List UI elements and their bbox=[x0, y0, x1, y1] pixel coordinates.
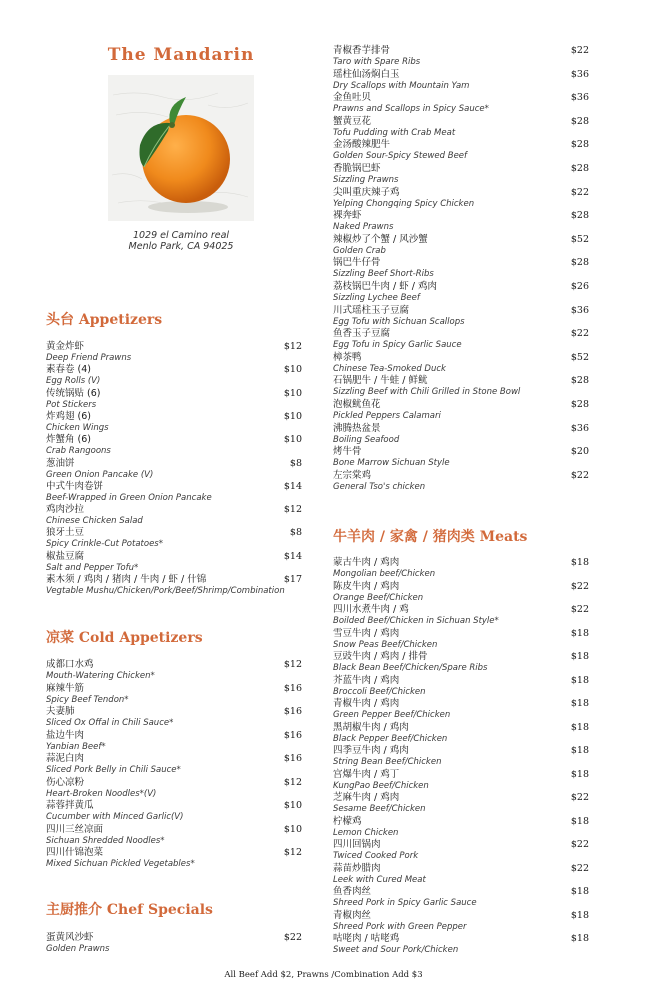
menu-item-name-zh: 蛋黄风沙虾 bbox=[46, 932, 94, 943]
brand-title: The Mandarin bbox=[107, 45, 255, 65]
menu-item bbox=[333, 557, 589, 581]
address-line-1: 1029 el Camino real bbox=[132, 230, 230, 241]
menu-item-name-en: KungPao Beef/Chicken bbox=[333, 780, 429, 791]
menu-item-price: $36 bbox=[570, 422, 589, 434]
menu-item bbox=[46, 753, 302, 777]
address-line-2: Menlo Park, CA 94025 bbox=[128, 241, 234, 252]
menu-item-name-en: Spicy Beef Tendon* bbox=[46, 694, 129, 705]
menu-item-name-zh: 芝麻牛肉 / 鸡肉 bbox=[333, 792, 400, 803]
menu-item-name-en: Naked Prawns bbox=[333, 222, 394, 233]
menu-item bbox=[333, 839, 589, 863]
menu-item-name-en: Sliced Ox Offal in Chili Sauce* bbox=[46, 718, 174, 728]
menu-item-name-en: Sizzling Prawns bbox=[333, 175, 399, 185]
menu-item-price: $16 bbox=[283, 706, 302, 717]
menu-item bbox=[333, 628, 589, 652]
menu-item-price: $18 bbox=[570, 557, 589, 568]
menu-item bbox=[333, 234, 589, 258]
menu-item-name-zh: 麻辣牛筋 bbox=[46, 682, 85, 694]
menu-item-price: $22 bbox=[570, 580, 589, 592]
menu-item-price: $18 bbox=[570, 698, 589, 709]
menu-item-price: $28 bbox=[570, 399, 589, 410]
menu-item-name-zh: 四川回锅肉 bbox=[333, 839, 381, 850]
menu-item-name-zh: 雪豆牛肉 / 鸡肉 bbox=[333, 627, 400, 639]
menu-item-name-zh: 金鱼吐贝 bbox=[333, 92, 372, 104]
menu-item-name-zh: 伤心凉粉 bbox=[46, 776, 85, 788]
menu-item bbox=[333, 163, 589, 187]
menu-item-name-en: Broccoli Beef/Chicken bbox=[333, 686, 426, 697]
menu-item bbox=[46, 504, 302, 528]
menu-item-price: $12 bbox=[283, 776, 302, 788]
menu-item-price: $10 bbox=[283, 800, 302, 811]
menu-item-name-en: Orange Beef/Chicken bbox=[333, 592, 424, 603]
menu-item-name-zh: 宫爆牛肉 / 鸡丁 bbox=[333, 768, 400, 780]
menu-item bbox=[333, 792, 589, 816]
menu-item-name-en: Vegtable Mushu/Chicken/Pork/Beef/Shrimp/Combination bbox=[46, 586, 285, 596]
menu-item-price: $12 bbox=[283, 504, 302, 516]
menu-item-name-zh: 炸蟹角 (6) bbox=[46, 434, 91, 446]
menu-item-price: $28 bbox=[570, 257, 589, 269]
menu-item bbox=[333, 446, 589, 470]
menu-item bbox=[46, 574, 302, 598]
menu-item-price: $22 bbox=[570, 45, 589, 56]
menu-item bbox=[333, 375, 589, 399]
menu-item-name-zh: 石锅肥牛 / 牛蛙 / 鲜鱿 bbox=[333, 375, 428, 387]
menu-item-name-zh: 四川三丝凉面 bbox=[46, 823, 104, 835]
menu-item-name-en: Beef-Wrapped in Green Onion Pancake bbox=[46, 492, 212, 503]
menu-item bbox=[333, 305, 589, 329]
mandarin-logo-image bbox=[108, 75, 254, 221]
menu-item-name-en: Chinese Chicken Salad bbox=[46, 516, 143, 527]
menu-item-price: $22 bbox=[570, 604, 589, 615]
menu-item-name-en: Mongolian beef/Chicken bbox=[333, 569, 436, 579]
menu-item-name-zh: 鸡肉沙拉 bbox=[46, 504, 85, 516]
menu-item-name-en: Dry Scallops with Mountain Yam bbox=[333, 80, 470, 91]
menu-item bbox=[333, 399, 589, 423]
menu-item-name-zh: 辣椒炒了个蟹 / 风沙蟹 bbox=[333, 233, 428, 245]
menu-item-name-en: Mouth-Watering Chicken* bbox=[46, 671, 155, 681]
menu-item-name-zh: 蟹黄豆花 bbox=[333, 115, 372, 127]
menu-item-name-en: Pot Stickers bbox=[46, 399, 97, 410]
menu-item bbox=[46, 388, 302, 412]
menu-item-price: $28 bbox=[570, 210, 589, 222]
menu-item-name-en: Prawns and Scallops in Spicy Sauce* bbox=[333, 104, 489, 115]
menu-item-price: $28 bbox=[570, 375, 589, 387]
menu-item-name-zh: 素春卷 (4) bbox=[46, 364, 91, 376]
menu-item-name-zh: 青椒牛肉 / 鸡肉 bbox=[333, 698, 400, 709]
menu-item-price: $22 bbox=[570, 792, 589, 803]
menu-item-name-en: String Bean Beef/Chicken bbox=[333, 757, 442, 767]
menu-item bbox=[46, 659, 302, 683]
menu-item bbox=[333, 910, 589, 934]
menu-item bbox=[333, 651, 589, 675]
menu-item bbox=[333, 581, 589, 605]
menu-item-name-en: Sichuan Shredded Noodles* bbox=[46, 835, 165, 846]
menu-item-price: $12 bbox=[283, 847, 302, 858]
menu-item bbox=[46, 777, 302, 801]
menu-item bbox=[46, 932, 302, 956]
menu-item-price: $18 bbox=[570, 909, 589, 921]
address bbox=[98, 230, 264, 252]
menu-item-name-en: Cucumber with Minced Garlic(V) bbox=[46, 812, 184, 822]
menu-item-name-zh: 芥蓝牛肉 / 鸡肉 bbox=[333, 674, 400, 686]
menu-item-price: $26 bbox=[570, 281, 589, 292]
menu-item-name-en: Egg Tofu in Spicy Garlic Sauce bbox=[333, 340, 462, 351]
menu-item-name-zh: 盐边牛肉 bbox=[46, 729, 85, 741]
menu-item-name-zh: 咕咾肉 / 咕咾鸡 bbox=[333, 933, 400, 944]
footer-note: All Beef Add $2, Prawns /Combination Add $3 bbox=[224, 970, 423, 980]
menu-item-name-zh: 裸奔虾 bbox=[333, 210, 362, 222]
menu-item-price: $8 bbox=[289, 457, 302, 469]
menu-item-name-en: Egg Rolls (V) bbox=[46, 376, 101, 387]
menu-item-name-en: Snow Peas Beef/Chicken bbox=[333, 639, 438, 650]
menu-item-name-en: Yelping Chongqing Spicy Chicken bbox=[333, 198, 475, 209]
menu-item-price: $22 bbox=[283, 932, 302, 943]
menu-item-price: $22 bbox=[570, 469, 589, 481]
menu-item-name-en: Golden Crab bbox=[333, 245, 386, 256]
menu-item bbox=[333, 69, 589, 93]
menu-item-price: $18 bbox=[570, 651, 589, 662]
menu-item-price: $18 bbox=[570, 674, 589, 686]
menu-item-name-zh: 香脆锅巴虾 bbox=[333, 163, 381, 174]
menu-item-price: $18 bbox=[570, 745, 589, 756]
menu-item bbox=[333, 45, 589, 69]
menu-item-name-en: Sliced Pork Belly in Chili Sauce* bbox=[46, 765, 181, 775]
menu-item-price: $20 bbox=[570, 446, 589, 458]
appetizers-title: 头台 Appetizers bbox=[46, 312, 163, 328]
menu-item-name-zh: 黑胡椒牛肉 / 鸡肉 bbox=[333, 721, 409, 733]
menu-item-name-en: Black Bean Beef/Chicken/Spare Ribs bbox=[333, 663, 488, 673]
menu-item bbox=[333, 210, 589, 234]
menu-item bbox=[46, 458, 302, 482]
menu-item bbox=[333, 722, 589, 746]
menu-item bbox=[333, 470, 589, 494]
menu-item bbox=[333, 933, 589, 957]
cold-appetizers-title: 凉菜 Cold Appetizers bbox=[46, 630, 203, 646]
menu-item-name-zh: 蒙古牛肉 / 鸡肉 bbox=[333, 557, 400, 568]
menu-item-name-en: Tofu Pudding with Crab Meat bbox=[333, 127, 456, 138]
menu-item bbox=[46, 434, 302, 458]
menu-item-price: $14 bbox=[283, 480, 302, 492]
menu-item-name-zh: 四川水煮牛肉 / 鸡 bbox=[333, 604, 409, 615]
menu-item-name-zh: 瑶柱仙汤焖白玉 bbox=[333, 68, 400, 80]
menu-item-price: $10 bbox=[283, 434, 302, 446]
menu-item bbox=[333, 92, 589, 116]
menu-item-name-en: General Tso's chicken bbox=[333, 481, 426, 492]
menu-item-price: $10 bbox=[283, 364, 302, 376]
menu-item-price: $8 bbox=[289, 527, 302, 539]
menu-item-name-en: Bone Marrow Sichuan Style bbox=[333, 458, 450, 469]
menu-item-name-en: Boilded Beef/Chicken in Sichuan Style* bbox=[333, 616, 499, 626]
menu-item-name-zh: 川式瑶柱玉子豆腐 bbox=[333, 304, 410, 316]
menu-item-name-zh: 青椒肉丝 bbox=[333, 909, 372, 921]
menu-item bbox=[46, 847, 302, 871]
menu-item-price: $10 bbox=[283, 410, 302, 422]
menu-item-name-en: Black Pepper Beef/Chicken bbox=[333, 733, 448, 744]
menu-item bbox=[333, 675, 589, 699]
menu-item-name-en: Twiced Cooked Pork bbox=[333, 851, 419, 861]
menu-item-price: $12 bbox=[283, 341, 302, 352]
menu-item-name-zh: 夫妻肺 bbox=[46, 706, 75, 717]
meats-title: 牛羊肉 / 家禽 / 猪肉类 Meats bbox=[333, 529, 528, 545]
menu-item-name-zh: 樟茶鸭 bbox=[333, 351, 362, 363]
menu-item-name-zh: 荔枝锅巴牛肉 / 虾 / 鸡肉 bbox=[333, 281, 437, 292]
menu-item bbox=[46, 551, 302, 575]
menu-item-name-zh: 成都口水鸡 bbox=[46, 659, 94, 670]
menu-item-name-en: Green Onion Pancake (V) bbox=[46, 469, 154, 480]
menu-item bbox=[333, 423, 589, 447]
menu-item-name-en: Golden Sour-Spicy Stewed Beef bbox=[333, 151, 468, 162]
menu-item-name-zh: 烤牛骨 bbox=[333, 446, 362, 458]
menu-item-price: $22 bbox=[570, 328, 589, 340]
menu-item-name-zh: 素木须 / 鸡肉 / 猪肉 / 牛肉 / 虾 / 什锦 bbox=[46, 574, 207, 585]
menu-item-name-en: Salt and Pepper Tofu* bbox=[46, 562, 139, 573]
menu-item-name-zh: 蒜蓉拌黄瓜 bbox=[46, 800, 94, 811]
menu-item-name-en: Green Pepper Beef/Chicken bbox=[333, 710, 451, 720]
menu-item-name-en: Shreed Pork with Green Pepper bbox=[333, 921, 467, 932]
menu-item-price: $22 bbox=[570, 839, 589, 850]
menu-item-price: $18 bbox=[570, 933, 589, 944]
menu-item-name-en: Chinese Tea-Smoked Duck bbox=[333, 363, 446, 374]
menu-item-price: $16 bbox=[283, 729, 302, 741]
menu-item-name-en: Crab Rangoons bbox=[46, 446, 111, 457]
menu-item-price: $22 bbox=[570, 186, 589, 198]
menu-item-price: $18 bbox=[570, 815, 589, 827]
menu-item-price: $28 bbox=[570, 139, 589, 151]
menu-item-name-zh: 狼牙土豆 bbox=[46, 527, 85, 539]
menu-item bbox=[46, 364, 302, 388]
menu-item bbox=[46, 800, 302, 824]
menu-item-price: $17 bbox=[283, 574, 302, 585]
menu-item-price: $22 bbox=[570, 862, 589, 874]
menu-item-name-zh: 金汤酸辣肥牛 bbox=[333, 139, 391, 151]
menu-item-name-en: Golden Prawns bbox=[46, 944, 110, 954]
menu-item-price: $10 bbox=[283, 387, 302, 399]
menu-item-name-zh: 黄金炸虾 bbox=[46, 341, 85, 352]
menu-item-price: $12 bbox=[283, 659, 302, 670]
menu-item-name-zh: 尖叫重庆辣子鸡 bbox=[333, 186, 400, 198]
menu-item-name-en: Heart-Broken Noodles*(V) bbox=[46, 788, 157, 799]
menu-item-name-en: Pickled Peppers Calamari bbox=[333, 411, 441, 421]
menu-item-price: $10 bbox=[283, 823, 302, 835]
menu-item-name-zh: 中式牛肉卷饼 bbox=[46, 480, 104, 492]
menu-item-name-en: Sizzling Lychee Beef bbox=[333, 293, 420, 303]
menu-item-name-en: Boiling Seafood bbox=[333, 434, 400, 445]
menu-item bbox=[333, 281, 589, 305]
menu-item-name-zh: 葱油饼 bbox=[46, 457, 75, 469]
menu-item-name-zh: 四季豆牛肉 / 鸡肉 bbox=[333, 745, 409, 756]
chef-specials-title: 主厨推介 Chef Specials bbox=[46, 902, 213, 918]
menu-item bbox=[46, 411, 302, 435]
menu-item-name-en: Sweet and Sour Pork/Chicken bbox=[333, 945, 459, 955]
menu-item bbox=[333, 863, 589, 887]
menu-item-name-en: Leek with Cured Meat bbox=[333, 874, 426, 885]
menu-item-name-en: Shreed Pork in Spicy Garlic Sauce bbox=[333, 898, 477, 908]
menu-item bbox=[333, 116, 589, 140]
menu-item-name-zh: 沸腾热盆景 bbox=[333, 422, 381, 434]
menu-item bbox=[333, 328, 589, 352]
menu-item bbox=[46, 730, 302, 754]
menu-item-price: $36 bbox=[570, 304, 589, 316]
menu-item-price: $36 bbox=[570, 68, 589, 80]
menu-item-name-en: Sizzling Beef with Chili Grilled in Stone Bowl bbox=[333, 387, 521, 398]
menu-item-name-zh: 炸鸡翅 (6) bbox=[46, 410, 91, 422]
menu-item-name-en: Sizzling Beef Short-Ribs bbox=[333, 269, 434, 280]
menu-item bbox=[333, 745, 589, 769]
menu-item bbox=[333, 257, 589, 281]
menu-item-name-zh: 鱼香玉子豆腐 bbox=[333, 328, 391, 340]
menu-item-price: $16 bbox=[283, 682, 302, 694]
menu-item-name-en: Sesame Beef/Chicken bbox=[333, 804, 426, 814]
menu-item-name-zh: 豆豉牛肉 / 鸡肉 / 排骨 bbox=[333, 651, 428, 662]
menu-item-name-zh: 蒜泥白肉 bbox=[46, 753, 85, 764]
menu-item-name-en: Spicy Crinkle-Cut Potatoes* bbox=[46, 539, 163, 550]
menu-item-price: $18 bbox=[570, 768, 589, 780]
menu-item-name-zh: 鱼香肉丝 bbox=[333, 886, 372, 897]
menu-item-name-zh: 锅巴牛仔骨 bbox=[333, 257, 381, 269]
menu-item-price: $52 bbox=[570, 351, 589, 363]
menu-item-price: $16 bbox=[283, 753, 302, 764]
menu-item-name-en: Lemon Chicken bbox=[333, 827, 399, 838]
menu-item-name-zh: 蒜苗炒腊肉 bbox=[333, 862, 381, 874]
menu-item bbox=[46, 527, 302, 551]
menu-item bbox=[46, 481, 302, 505]
menu-item-name-zh: 椒盐豆腐 bbox=[46, 550, 85, 562]
menu-item-price: $28 bbox=[570, 115, 589, 127]
menu-item-price: $14 bbox=[283, 550, 302, 562]
menu-item-price: $18 bbox=[570, 886, 589, 897]
menu-item-name-zh: 左宗棠鸡 bbox=[333, 469, 372, 481]
menu-item bbox=[46, 341, 302, 365]
menu-item-name-en: Taro with Spare Ribs bbox=[333, 57, 421, 67]
menu-item-name-en: Egg Tofu with Sichuan Scallops bbox=[333, 316, 465, 327]
menu-item bbox=[46, 706, 302, 730]
menu-item-price: $18 bbox=[570, 627, 589, 639]
menu-item-name-zh: 传统锅贴 (6) bbox=[46, 387, 101, 399]
menu-item bbox=[333, 352, 589, 376]
menu-item bbox=[333, 139, 589, 163]
menu-item-price: $28 bbox=[570, 163, 589, 174]
menu-item-name-en: Mixed Sichuan Pickled Vegetables* bbox=[46, 859, 195, 869]
menu-item-name-zh: 四川什锦泡菜 bbox=[46, 847, 104, 858]
menu-item-price: $36 bbox=[570, 92, 589, 104]
menu-item-name-zh: 柠檬鸡 bbox=[333, 815, 362, 827]
menu-item bbox=[333, 886, 589, 910]
menu-item bbox=[333, 604, 589, 628]
menu-item-price: $52 bbox=[570, 233, 589, 245]
menu-item bbox=[333, 187, 589, 211]
menu-item bbox=[333, 816, 589, 840]
menu-item-price: $18 bbox=[570, 721, 589, 733]
menu-item bbox=[333, 698, 589, 722]
menu-item-name-en: Chicken Wings bbox=[46, 422, 109, 433]
menu-item-name-zh: 泡椒鱿鱼花 bbox=[333, 399, 381, 410]
menu-item-name-zh: 青椒香芋排骨 bbox=[333, 45, 391, 56]
menu-item bbox=[46, 683, 302, 707]
menu-item-name-en: Deep Friend Prawns bbox=[46, 353, 132, 363]
menu-item-name-zh: 陈皮牛肉 / 鸡肉 bbox=[333, 580, 400, 592]
menu-item bbox=[46, 824, 302, 848]
menu-item-name-en: Yanbian Beef* bbox=[46, 741, 106, 752]
menu-item bbox=[333, 769, 589, 793]
